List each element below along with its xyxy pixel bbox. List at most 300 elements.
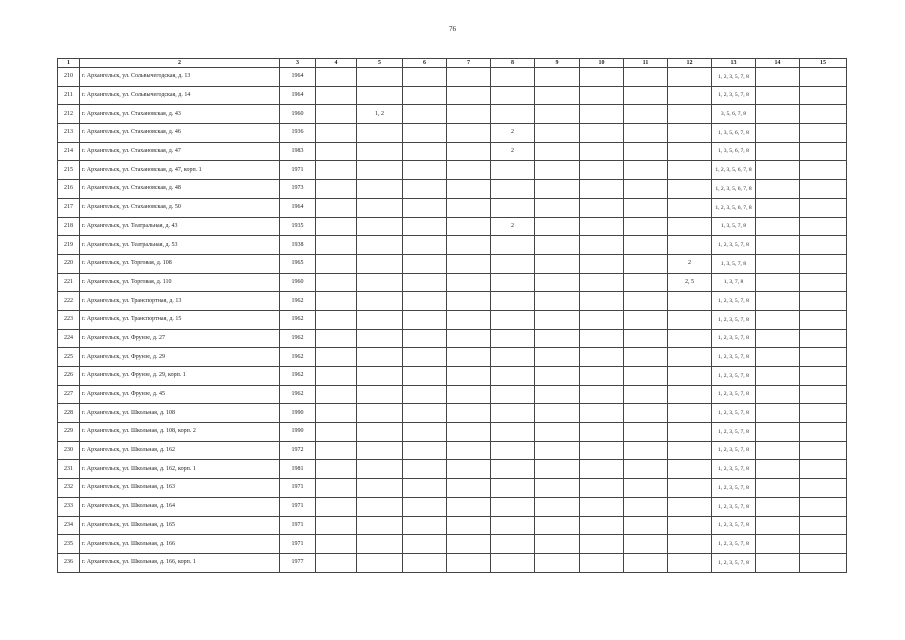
empty-cell <box>800 516 847 535</box>
column-5-cell <box>357 198 403 217</box>
column-8-cell <box>491 292 535 311</box>
address-cell: г. Архангельск, ул. Торговая, д. 110 <box>80 273 280 292</box>
row-number: 210 <box>58 68 80 87</box>
table-row <box>58 404 847 423</box>
column-12-cell <box>668 142 712 161</box>
column-header-11: 11 <box>624 59 668 68</box>
empty-cell <box>800 441 847 460</box>
empty-cell <box>624 329 668 348</box>
address-cell: г. Архангельск, ул. Школьная, д. 163 <box>80 479 280 498</box>
year-cell: 1962 <box>280 310 316 329</box>
empty-cell <box>403 198 447 217</box>
empty-cell <box>580 516 624 535</box>
empty-cell <box>447 124 491 143</box>
column-5-cell <box>357 385 403 404</box>
empty-cell <box>800 198 847 217</box>
empty-cell <box>756 497 800 516</box>
column-header-14: 14 <box>756 59 800 68</box>
empty-cell <box>447 385 491 404</box>
row-number: 223 <box>58 310 80 329</box>
column-5-cell <box>357 535 403 554</box>
empty-cell <box>535 217 580 236</box>
table-row <box>58 217 847 236</box>
empty-cell <box>756 423 800 442</box>
empty-cell <box>624 310 668 329</box>
column-8-cell <box>491 385 535 404</box>
empty-cell <box>535 460 580 479</box>
empty-cell <box>800 460 847 479</box>
column-12-cell <box>668 553 712 572</box>
row-number: 232 <box>58 479 80 498</box>
row-number: 233 <box>58 497 80 516</box>
column-5-cell <box>357 404 403 423</box>
column-13-cell: 1, 2, 3, 5, 7, 8 <box>712 385 756 404</box>
empty-cell <box>580 423 624 442</box>
column-8-cell <box>491 404 535 423</box>
row-number: 222 <box>58 292 80 311</box>
empty-cell <box>403 404 447 423</box>
column-8-cell <box>491 68 535 87</box>
column-13-cell: 1, 2, 3, 5, 7, 8 <box>712 553 756 572</box>
page-number: 76 <box>449 25 456 33</box>
empty-cell <box>535 423 580 442</box>
empty-cell <box>800 217 847 236</box>
table-row <box>58 441 847 460</box>
empty-cell <box>624 367 668 386</box>
empty-cell <box>800 348 847 367</box>
row-number: 227 <box>58 385 80 404</box>
address-cell: г. Архангельск, ул. Фрунзе, д. 29, корп. 1 <box>80 367 280 386</box>
empty-cell <box>447 535 491 554</box>
table-row <box>58 198 847 217</box>
address-cell: г. Архангельск, ул. Стахановская, д. 47 <box>80 142 280 161</box>
column-12-cell <box>668 348 712 367</box>
address-cell: г. Архангельск, ул. Торговая, д. 108 <box>80 254 280 273</box>
empty-cell <box>800 105 847 124</box>
address-cell: г. Архангельск, ул. Школьная, д. 162, корп. 1 <box>80 460 280 479</box>
empty-cell <box>535 367 580 386</box>
empty-cell <box>403 310 447 329</box>
empty-cell <box>800 385 847 404</box>
table-row <box>58 329 847 348</box>
empty-cell <box>316 460 357 479</box>
empty-cell <box>535 310 580 329</box>
column-13-cell: 1, 2, 3, 5, 7, 8 <box>712 535 756 554</box>
column-header-10: 10 <box>580 59 624 68</box>
address-cell: г. Архангельск, ул. Стахановская, д. 50 <box>80 198 280 217</box>
column-5-cell <box>357 497 403 516</box>
column-12-cell <box>668 497 712 516</box>
housing-register-table <box>57 58 847 573</box>
empty-cell <box>535 273 580 292</box>
empty-cell <box>535 479 580 498</box>
empty-cell <box>800 273 847 292</box>
table-row <box>58 423 847 442</box>
year-cell: 1971 <box>280 161 316 180</box>
empty-cell <box>580 535 624 554</box>
empty-cell <box>447 460 491 479</box>
year-cell: 1971 <box>280 479 316 498</box>
empty-cell <box>403 441 447 460</box>
column-5-cell <box>357 367 403 386</box>
row-number: 230 <box>58 441 80 460</box>
column-header-1: 1 <box>58 59 80 68</box>
table-row <box>58 553 847 572</box>
empty-cell <box>447 236 491 255</box>
address-cell: г. Архангельск, ул. Стахановская, д. 47, корп. 1 <box>80 161 280 180</box>
address-cell: г. Архангельск, ул. Транспортная, д. 13 <box>80 292 280 311</box>
empty-cell <box>580 105 624 124</box>
row-number: 218 <box>58 217 80 236</box>
empty-cell <box>756 348 800 367</box>
empty-cell <box>316 479 357 498</box>
column-13-cell: 1, 2, 3, 5, 7, 8 <box>712 236 756 255</box>
empty-cell <box>316 180 357 199</box>
empty-cell <box>403 385 447 404</box>
column-12-cell <box>668 180 712 199</box>
column-5-cell <box>357 479 403 498</box>
empty-cell <box>624 348 668 367</box>
column-5-cell <box>357 441 403 460</box>
column-header-13: 13 <box>712 59 756 68</box>
empty-cell <box>535 180 580 199</box>
empty-cell <box>580 142 624 161</box>
column-8-cell: 2 <box>491 217 535 236</box>
empty-cell <box>756 535 800 554</box>
column-12-cell <box>668 460 712 479</box>
empty-cell <box>403 460 447 479</box>
empty-cell <box>447 180 491 199</box>
empty-cell <box>403 254 447 273</box>
row-number: 211 <box>58 86 80 105</box>
column-13-cell: 1, 2, 3, 5, 7, 8 <box>712 460 756 479</box>
empty-cell <box>535 124 580 143</box>
empty-cell <box>624 105 668 124</box>
table-row <box>58 161 847 180</box>
table-row <box>58 497 847 516</box>
table-row <box>58 535 847 554</box>
row-number: 231 <box>58 460 80 479</box>
empty-cell <box>535 404 580 423</box>
address-cell: г. Архангельск, ул. Школьная, д. 166 <box>80 535 280 554</box>
empty-cell <box>624 68 668 87</box>
row-number: 234 <box>58 516 80 535</box>
empty-cell <box>800 553 847 572</box>
empty-cell <box>800 423 847 442</box>
column-8-cell <box>491 460 535 479</box>
empty-cell <box>624 124 668 143</box>
empty-cell <box>447 516 491 535</box>
empty-cell <box>624 497 668 516</box>
year-cell: 1971 <box>280 516 316 535</box>
table-row <box>58 68 847 87</box>
empty-cell <box>316 68 357 87</box>
year-cell: 1972 <box>280 441 316 460</box>
empty-cell <box>535 161 580 180</box>
column-5-cell <box>357 68 403 87</box>
column-12-cell <box>668 385 712 404</box>
empty-cell <box>756 404 800 423</box>
address-cell: г. Архангельск, ул. Театральная, д. 43 <box>80 217 280 236</box>
empty-cell <box>624 479 668 498</box>
empty-cell <box>580 479 624 498</box>
column-8-cell <box>491 423 535 442</box>
empty-cell <box>316 142 357 161</box>
column-13-cell: 3, 5, 6, 7, 8 <box>712 105 756 124</box>
empty-cell <box>535 198 580 217</box>
column-5-cell <box>357 161 403 180</box>
empty-cell <box>756 273 800 292</box>
address-cell: г. Архангельск, ул. Школьная, д. 165 <box>80 516 280 535</box>
column-13-cell: 1, 2, 3, 5, 7, 8 <box>712 310 756 329</box>
column-13-cell: 1, 2, 3, 5, 7, 8 <box>712 441 756 460</box>
column-8-cell: 2 <box>491 142 535 161</box>
year-cell: 1960 <box>280 273 316 292</box>
column-13-cell: 1, 3, 5, 7, 8 <box>712 254 756 273</box>
year-cell: 1964 <box>280 198 316 217</box>
empty-cell <box>580 217 624 236</box>
column-13-cell: 1, 3, 5, 6, 7, 8 <box>712 124 756 143</box>
year-cell: 1990 <box>280 404 316 423</box>
column-12-cell <box>668 86 712 105</box>
empty-cell <box>316 404 357 423</box>
empty-cell <box>580 273 624 292</box>
empty-cell <box>756 460 800 479</box>
address-cell: г. Архангельск, ул. Фрунзе, д. 27 <box>80 329 280 348</box>
empty-cell <box>580 86 624 105</box>
column-12-cell <box>668 68 712 87</box>
column-12-cell <box>668 404 712 423</box>
empty-cell <box>800 68 847 87</box>
empty-cell <box>800 180 847 199</box>
column-8-cell <box>491 329 535 348</box>
empty-cell <box>447 479 491 498</box>
column-8-cell <box>491 516 535 535</box>
empty-cell <box>580 254 624 273</box>
column-header-6: 6 <box>403 59 447 68</box>
table-row <box>58 236 847 255</box>
year-cell: 1960 <box>280 105 316 124</box>
year-cell: 1964 <box>280 68 316 87</box>
address-cell: г. Архангельск, ул. Фрунзе, д. 45 <box>80 385 280 404</box>
column-13-cell: 1, 2, 3, 5, 7, 8 <box>712 497 756 516</box>
empty-cell <box>756 553 800 572</box>
row-number: 235 <box>58 535 80 554</box>
empty-cell <box>535 105 580 124</box>
column-8-cell <box>491 497 535 516</box>
empty-cell <box>535 86 580 105</box>
column-5-cell <box>357 460 403 479</box>
table-row <box>58 142 847 161</box>
empty-cell <box>535 497 580 516</box>
empty-cell <box>316 329 357 348</box>
empty-cell <box>535 516 580 535</box>
column-5-cell <box>357 236 403 255</box>
empty-cell <box>403 142 447 161</box>
address-cell: г. Архангельск, ул. Фрунзе, д. 29 <box>80 348 280 367</box>
empty-cell <box>403 479 447 498</box>
empty-cell <box>580 329 624 348</box>
empty-cell <box>403 535 447 554</box>
column-12-cell: 2, 5 <box>668 273 712 292</box>
empty-cell <box>756 329 800 348</box>
table-row <box>58 348 847 367</box>
empty-cell <box>756 161 800 180</box>
empty-cell <box>756 516 800 535</box>
empty-cell <box>403 161 447 180</box>
column-13-cell: 1, 2, 3, 5, 6, 7, 8 <box>712 180 756 199</box>
column-13-cell: 1, 3, 5, 6, 7, 8 <box>712 142 756 161</box>
empty-cell <box>447 310 491 329</box>
table-row <box>58 273 847 292</box>
column-12-cell <box>668 105 712 124</box>
column-13-cell: 1, 2, 3, 5, 7, 8 <box>712 348 756 367</box>
column-8-cell <box>491 236 535 255</box>
empty-cell <box>535 441 580 460</box>
address-cell: г. Архангельск, ул. Сольвычегодская, д. 14 <box>80 86 280 105</box>
empty-cell <box>580 348 624 367</box>
column-13-cell: 1, 3, 5, 7, 8 <box>712 217 756 236</box>
year-cell: 1962 <box>280 292 316 311</box>
table-row <box>58 310 847 329</box>
empty-cell <box>800 404 847 423</box>
column-5-cell <box>357 86 403 105</box>
empty-cell <box>624 180 668 199</box>
column-13-cell: 1, 2, 3, 5, 7, 8 <box>712 479 756 498</box>
empty-cell <box>756 367 800 386</box>
row-number: 220 <box>58 254 80 273</box>
column-8-cell <box>491 273 535 292</box>
empty-cell <box>800 367 847 386</box>
column-5-cell <box>357 292 403 311</box>
empty-cell <box>316 441 357 460</box>
empty-cell <box>624 516 668 535</box>
empty-cell <box>580 124 624 143</box>
column-5-cell <box>357 423 403 442</box>
column-header-15: 15 <box>800 59 847 68</box>
empty-cell <box>580 553 624 572</box>
empty-cell <box>800 310 847 329</box>
empty-cell <box>800 292 847 311</box>
empty-cell <box>447 161 491 180</box>
empty-cell <box>535 292 580 311</box>
empty-cell <box>535 535 580 554</box>
column-13-cell: 1, 2, 3, 5, 6, 7, 8 <box>712 198 756 217</box>
year-cell: 1964 <box>280 86 316 105</box>
empty-cell <box>316 310 357 329</box>
year-cell: 1971 <box>280 535 316 554</box>
address-cell: г. Архангельск, ул. Школьная, д. 166, корп. 1 <box>80 553 280 572</box>
empty-cell <box>800 497 847 516</box>
empty-cell <box>447 217 491 236</box>
empty-cell <box>316 348 357 367</box>
column-8-cell: 2 <box>491 124 535 143</box>
table-row <box>58 460 847 479</box>
empty-cell <box>403 124 447 143</box>
empty-cell <box>756 198 800 217</box>
row-number: 221 <box>58 273 80 292</box>
column-13-cell: 1, 3, 7, 8 <box>712 273 756 292</box>
year-cell: 1977 <box>280 553 316 572</box>
empty-cell <box>580 367 624 386</box>
empty-cell <box>447 142 491 161</box>
column-13-cell: 1, 2, 3, 5, 6, 7, 8 <box>712 161 756 180</box>
empty-cell <box>447 254 491 273</box>
column-12-cell <box>668 198 712 217</box>
empty-cell <box>403 292 447 311</box>
empty-cell <box>447 329 491 348</box>
empty-cell <box>316 497 357 516</box>
empty-cell <box>756 441 800 460</box>
empty-cell <box>316 553 357 572</box>
empty-cell <box>403 86 447 105</box>
column-8-cell <box>491 553 535 572</box>
row-number: 228 <box>58 404 80 423</box>
empty-cell <box>316 254 357 273</box>
empty-cell <box>756 124 800 143</box>
table-row <box>58 86 847 105</box>
empty-cell <box>624 198 668 217</box>
row-number: 216 <box>58 180 80 199</box>
empty-cell <box>447 404 491 423</box>
empty-cell <box>800 329 847 348</box>
row-number: 219 <box>58 236 80 255</box>
row-number: 225 <box>58 348 80 367</box>
table-row <box>58 292 847 311</box>
year-cell: 1936 <box>280 124 316 143</box>
empty-cell <box>316 423 357 442</box>
address-cell: г. Архангельск, ул. Школьная, д. 164 <box>80 497 280 516</box>
column-8-cell <box>491 348 535 367</box>
empty-cell <box>756 105 800 124</box>
empty-cell <box>316 198 357 217</box>
column-12-cell <box>668 236 712 255</box>
address-cell: г. Архангельск, ул. Стахановская, д. 48 <box>80 180 280 199</box>
column-13-cell: 1, 2, 3, 5, 7, 8 <box>712 292 756 311</box>
empty-cell <box>756 180 800 199</box>
empty-cell <box>447 441 491 460</box>
column-8-cell <box>491 254 535 273</box>
column-13-cell: 1, 2, 3, 5, 7, 8 <box>712 404 756 423</box>
table-row <box>58 479 847 498</box>
year-cell: 1962 <box>280 329 316 348</box>
empty-cell <box>624 217 668 236</box>
year-cell: 1962 <box>280 367 316 386</box>
column-5-cell <box>357 516 403 535</box>
address-cell: г. Архангельск, ул. Школьная, д. 162 <box>80 441 280 460</box>
address-cell: г. Архангельск, ул. Транспортная, д. 15 <box>80 310 280 329</box>
empty-cell <box>624 292 668 311</box>
empty-cell <box>580 161 624 180</box>
empty-cell <box>535 68 580 87</box>
empty-cell <box>756 217 800 236</box>
address-cell: г. Архангельск, ул. Стахановская, д. 43 <box>80 105 280 124</box>
empty-cell <box>447 348 491 367</box>
empty-cell <box>580 310 624 329</box>
empty-cell <box>316 217 357 236</box>
column-13-cell: 1, 2, 3, 5, 7, 8 <box>712 423 756 442</box>
empty-cell <box>403 236 447 255</box>
column-12-cell <box>668 161 712 180</box>
empty-cell <box>403 329 447 348</box>
empty-cell <box>447 86 491 105</box>
empty-cell <box>624 441 668 460</box>
empty-cell <box>447 292 491 311</box>
year-cell: 1962 <box>280 385 316 404</box>
column-8-cell <box>491 180 535 199</box>
empty-cell <box>580 180 624 199</box>
empty-cell <box>624 423 668 442</box>
